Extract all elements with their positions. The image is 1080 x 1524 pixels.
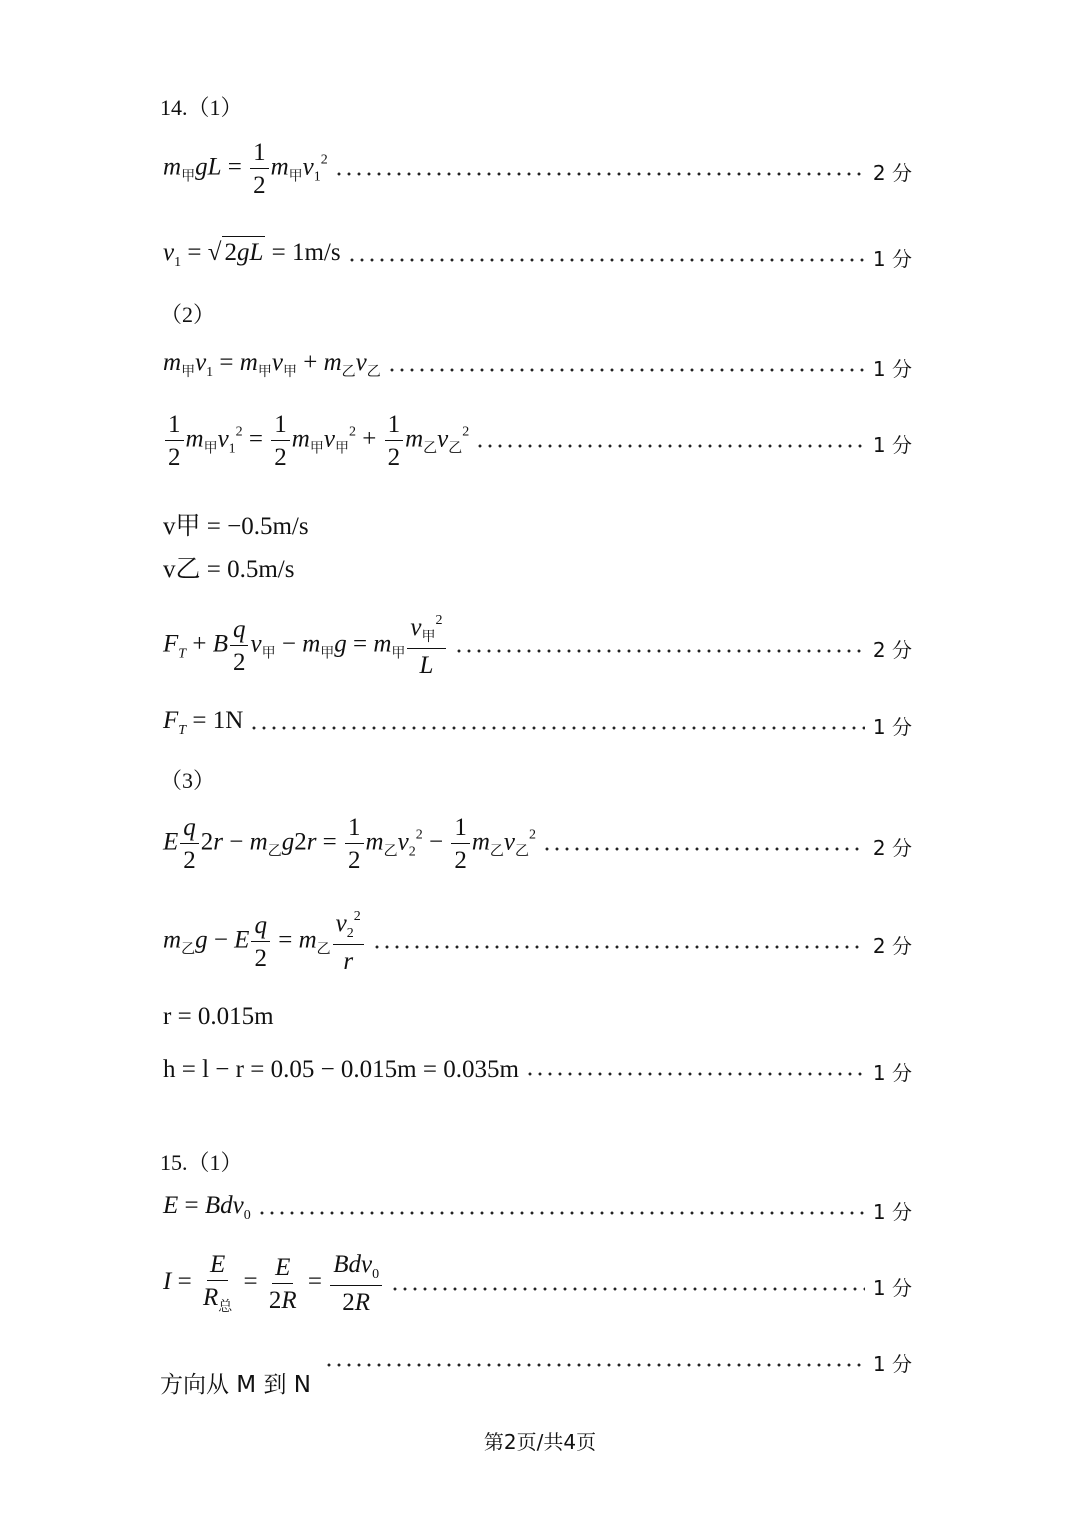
leader-dots [454, 646, 865, 656]
q14-eq-energy-circle: E $\frac{q}{2}$ $2r - m_乙g2r$ = $\frac{1}{2}$ $m_乙v_2^2$ − $\frac{1}{2}$ $m_乙v_乙^2$ 2 分 [163, 814, 912, 874]
score: 2 分 [872, 161, 912, 185]
score: 1 分 [872, 433, 912, 457]
score: 1 分 [872, 715, 912, 739]
q14-r-result: r = 0.015m [163, 1003, 274, 1030]
q14-header: 14.（1） [160, 95, 243, 120]
score: 1 分 [872, 357, 912, 381]
q14-eq-momentum: $m_甲v_1 = m_甲v_甲 + m_乙v_乙$ 1 分 [163, 349, 912, 381]
page-number: 第2页/共4页 [483, 1430, 597, 1454]
q14-eq-ft: $F_T = 1N$ 1 分 [163, 707, 912, 739]
q14-eq-centripetal: $m_乙g - E$ $\frac{q}{2}$ = $m_乙$ $\frac{v_2^2}{r}$ 2 分 [163, 909, 912, 975]
q14-part3-label: （3） [160, 768, 216, 793]
score: 2 分 [872, 836, 912, 860]
score: 1 分 [872, 1275, 912, 1300]
q14-v-jia-result: v甲 = −0.5m/s [163, 513, 309, 540]
q14-part2-label: （2） [160, 302, 216, 327]
leader-dots [257, 1208, 865, 1218]
q14-eq-tension: $F_T + B$ $\frac{q}{2}$ $v_甲 - m_甲g = m_甲$ $\frac{v_甲^2}{L}$ 2 分 [163, 613, 912, 679]
score: 2 分 [872, 638, 912, 662]
q14-eq-kinetic: $\frac{1}{2}$ $m_甲v_1^2$ = $\frac{1}{2}$ $m_甲v_甲^2$ + $\frac{1}{2}$ $m_乙v_乙^2$ 1 分 [163, 412, 912, 470]
q15-direction-score-line [318, 1346, 912, 1374]
score: 1 分 [872, 247, 912, 271]
leader-dots [475, 441, 865, 451]
score: 1 分 [872, 1200, 912, 1224]
leader-dots [372, 942, 865, 952]
q15-eq-current: I = $\frac{E}{R_总}$ = $\frac{E}{2R}$ = $\frac{Bdv_0}{2R}$ 1 分 [163, 1251, 912, 1316]
leader-dots [249, 723, 865, 733]
q14-eq-v1: $v_1$ = √ 2gL = 1m/s 1 分 [163, 240, 912, 270]
q14-eq-height: h = l − r = 0.05 − 0.015m = 0.035m 1 分 [163, 1055, 912, 1085]
leader-dots [324, 1360, 865, 1370]
score: 1 分 [872, 1352, 912, 1376]
leader-dots [334, 169, 865, 179]
score: 1 分 [872, 1061, 912, 1085]
leader-dots [390, 1284, 865, 1294]
leader-dots [387, 365, 865, 375]
q15-direction: 方向从 M 到 N [160, 1372, 311, 1398]
leader-dots [525, 1069, 865, 1079]
q14-v-yi-result: v乙 = 0.5m/s [163, 556, 295, 583]
leader-dots [542, 844, 865, 854]
score: 2 分 [872, 934, 912, 958]
q15-eq-emf: E = Bdv$_0$ 1 分 [163, 1192, 912, 1224]
q14-eq-energy: $m_甲gL$ = $\frac{1}{2}$ $m_甲v_1^2$ 2 分 [163, 139, 912, 199]
leader-dots [347, 255, 865, 265]
q15-header: 15.（1） [160, 1150, 243, 1175]
